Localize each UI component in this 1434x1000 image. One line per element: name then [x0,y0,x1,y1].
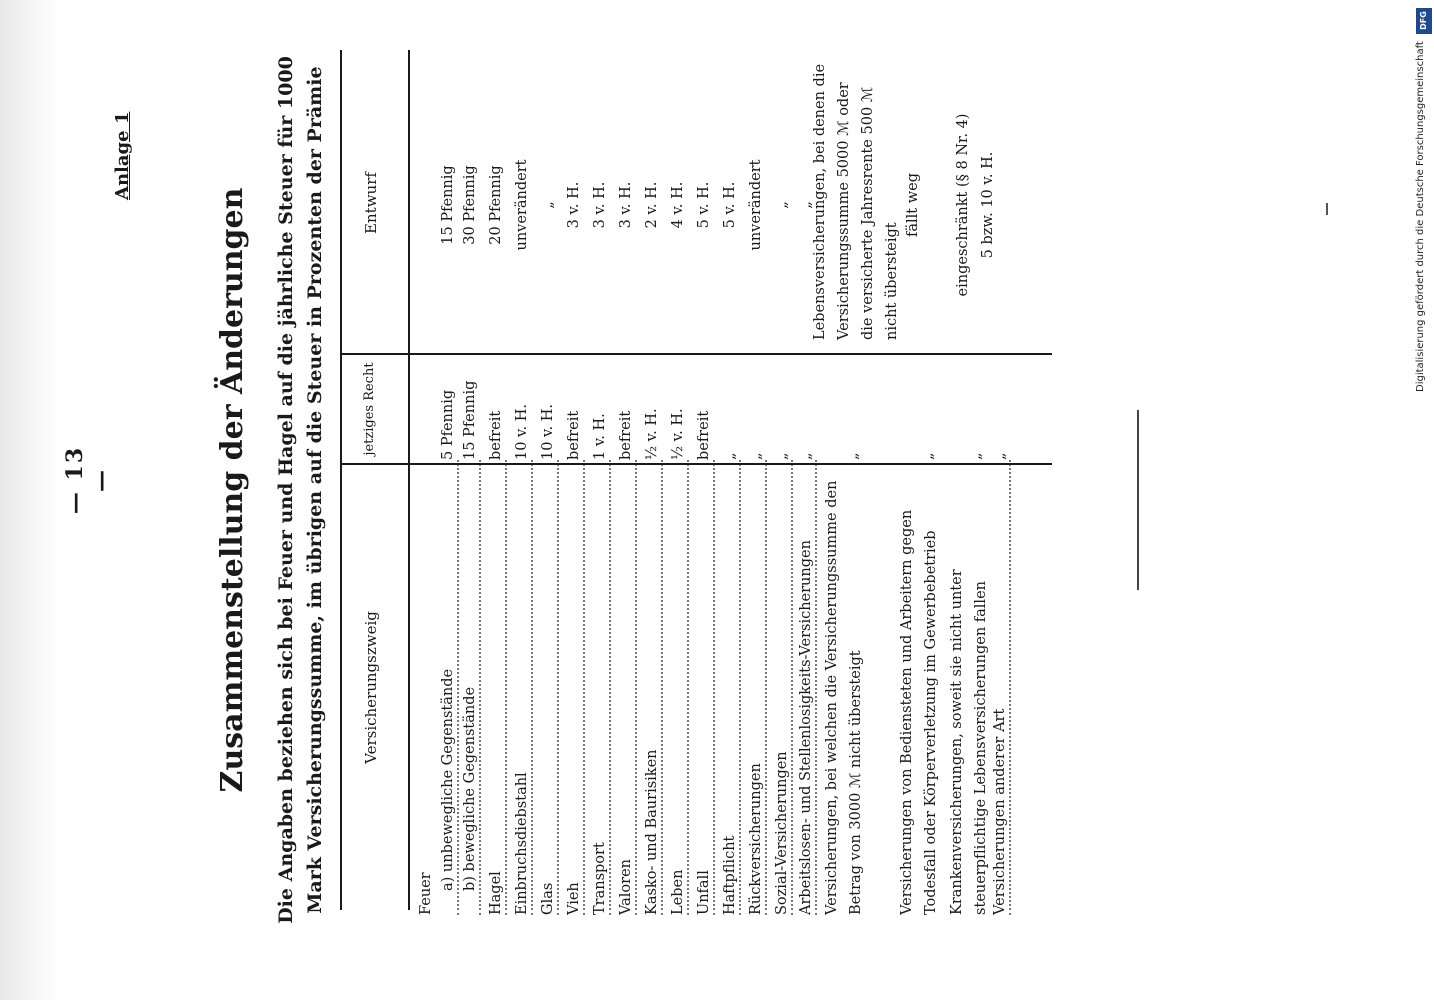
row-draft: unverändert [514,159,530,251]
table-row [670,460,692,915]
row-label: Kasko- und Baurisiken [644,749,660,915]
table-row [418,460,440,915]
table-row [566,460,588,915]
row-current: befreit [488,410,504,460]
row-label: Einbruchsdiebstahl [514,772,530,915]
row-draft: 5 bzw. 10 v. H. [980,151,996,259]
row-draft: unverändert [748,159,764,251]
row-label: Versicherungen, bei welchen die Versicherungssumme den Betrag von 3000 ℳ nicht übersteigt [824,480,864,915]
dfg-logo: DFG [1416,8,1432,34]
table-row [488,460,510,915]
row-current: 10 v. H. [514,403,530,460]
table-header-rule [408,50,410,910]
row-current: 5 Pfennig [440,389,456,460]
row-label: Arbeitslosen- und Stellenlosigkeits-Versicherungen [798,540,814,915]
row-current: „ [845,452,861,460]
table-row [462,460,484,915]
row-draft: „ [540,201,556,209]
row-label: Rückversicherungen [748,763,764,915]
row-current: „ [722,452,738,460]
annex-label: Anlage 1 [112,111,133,200]
row-draft: 3 v. H. [592,181,608,229]
row-draft: 5 v. H. [696,181,712,229]
row-label: Unfall [696,870,712,915]
table-row [992,460,1014,915]
scan-mark-dash [1326,203,1328,215]
table-row [618,460,640,915]
row-label: Sozial-Versicherungen [774,751,790,915]
table-row [895,460,945,915]
row-current: „ [920,452,936,460]
header-current-law: jetziges Recht [362,362,377,456]
row-current: 10 v. H. [540,403,556,460]
row-label: Versicherungen anderer Art [992,708,1008,915]
row-label: Vieh [566,882,582,915]
row-current: „ [774,452,790,460]
row-current: ½ v. H. [644,408,660,460]
row-label: Hagel [488,871,504,915]
row-current: 1 v. H. [592,413,608,460]
row-label: Versicherungen von Bediensteten und Arbeitern gegen Todesfall oder Körperverletzung im Gewerbebetrieb [899,509,939,915]
row-label: Valoren [618,858,634,915]
row-draft: „ [798,201,814,209]
row-current: befreit [696,410,712,460]
row-draft: 4 v. H. [670,181,686,229]
table-row [592,460,614,915]
row-label: Krankenversicherungen, soweit sie nicht unter steuerpflichtige Lebensversicherungen fallen [949,569,989,915]
table-row [514,460,536,915]
row-draft: 30 Pfennig [462,165,478,245]
row-current: „ [992,452,1008,460]
row-current: befreit [618,410,634,460]
row-draft: 3 v. H. [618,181,634,229]
table-row [798,460,820,915]
row-draft: eingeschränkt (§ 8 Nr. 4) [955,113,971,297]
digitization-credit [1412,12,1430,392]
header-branch: Versicherungszweig [362,611,380,764]
table-row [820,460,870,915]
row-current: „ [968,452,984,460]
row-current: „ [798,452,814,460]
row-label: Glas [540,882,556,915]
row-current: befreit [566,410,582,460]
table-row [696,460,718,915]
document-subtitle: Die Angaben beziehen sich bei Feuer und Hagel auf die jährliche Steuer für 1000 Mark Versicherungssumme, im übrigen auf die Steuer in Prozenten der Prämie [275,56,326,924]
table-row [748,460,770,915]
header-draft: Entwurf [362,172,380,234]
table-row [540,460,562,915]
table-row [945,460,995,915]
row-current: ½ v. H. [670,408,686,460]
row-label: b) bewegliche Gegenstände [462,686,478,891]
table-row [774,460,796,915]
table-row [644,460,666,915]
row-draft: 2 v. H. [644,181,660,229]
row-label: Transport [592,842,608,915]
document-title: Zusammenstellung der Änderungen [215,187,250,793]
row-current: „ [748,452,764,460]
row-draft: 3 v. H. [566,181,582,229]
row-label: Feuer [418,872,434,915]
row-draft: „ [774,201,790,209]
scan-mark-rule [1137,410,1139,590]
row-label: Haftpflicht [722,835,738,915]
digitization-credit-text: Digitalisierung gefördert durch die Deutsche Forschungsgemeinschaft [1415,41,1426,392]
row-draft: 15 Pfennig [440,165,456,245]
row-draft: fällt weg [905,173,921,237]
table-row [440,460,462,915]
row-label: Leben [670,869,686,915]
table-row [722,460,744,915]
page-number: — 13 — [62,445,114,515]
row-current: 15 Pfennig [462,380,478,460]
row-draft: 20 Pfennig [488,165,504,245]
row-draft: 5 v. H. [722,181,738,229]
row-label: a) unbewegliche Gegenstände [440,668,456,891]
table-top-rule [340,50,342,910]
row-draft: Lebensversicherungen, bei denen die Versicherungssumme 5000 ℳ oder die versicherte Jahresrente 500 ℳ nicht übersteigt [812,63,900,340]
